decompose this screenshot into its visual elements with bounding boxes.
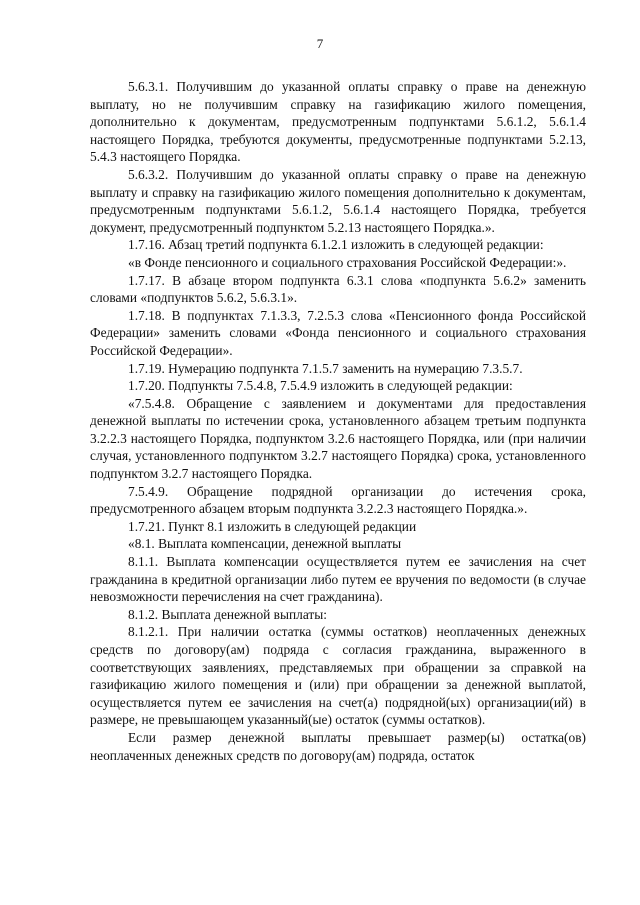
paragraph: Если размер денежной выплаты превышает размер(ы) остатка(ов) неоплаченных денежных средств по договору(ам) подряда, остаток bbox=[90, 729, 586, 763]
paragraph: 1.7.19. Нумерацию подпункта 7.1.5.7 заменить на нумерацию 7.3.5.7. bbox=[128, 360, 523, 376]
page-number: 7 bbox=[316, 36, 324, 51]
paragraph: 1.7.18. В подпунктах 7.1.3.3, 7.2.5.3 слова «Пенсионного фонда Российской Федерации» заменить словами «Фонда пенсионного и социального страхования Российской Федерации». bbox=[90, 307, 586, 358]
paragraph: 8.1.2. Выплата денежной выплаты: bbox=[128, 606, 327, 622]
paragraph: 5.6.3.2. Получившим до указанной оплаты справку о праве на денежную выплату и справку на газификацию жилого помещения дополнительно к документам, предусмотренным подпунктами 5.6.1.2, 5.6.1.4 настоящего Порядка, требуется документ, предусмотренный подпунктом 5.2.13 настоящего Порядка.». bbox=[90, 166, 586, 235]
paragraph: 1.7.16. Абзац третий подпункта 6.1.2.1 изложить в следующей редакции: bbox=[128, 237, 544, 253]
paragraph: 8.1.1. Выплата компенсации осуществляется путем ее зачисления на счет гражданина в кредитной организации либо путем ее вручения по ведомости (в случае невозможности перечисления на счет гражданина). bbox=[90, 554, 586, 605]
document-body bbox=[90, 78, 586, 764]
paragraph: 7.5.4.9. Обращение подрядной организации до истечения срока, предусмотренного абзацем вторым подпункта 3.2.2.3 настоящего Порядка.». bbox=[90, 483, 586, 517]
paragraph: 1.7.21. Пункт 8.1 изложить в следующей редакции bbox=[128, 518, 417, 534]
paragraph: 1.7.17. В абзаце втором подпункта 6.3.1 слова «подпункта 5.6.2» заменить словами «подпунктов 5.6.2, 5.6.3.1». bbox=[90, 272, 586, 306]
paragraph: 8.1.2.1. При наличии остатка (суммы остатков) неоплаченных денежных средств по договору(ам) подряда с согласия гражданина, выраженного в соответствующих заявлениях, представляемых при обращении за справкой на газификацию жилого помещения и (или) при обращении за денежной выплатой, осуществляется путем ее зачисления на счет(а) подрядной(ых) организации(ий) в размере, не превышающем указанный(ые) остаток (суммы остатков). bbox=[90, 624, 586, 728]
paragraph: 1.7.20. Подпункты 7.5.4.8, 7.5.4.9 изложить в следующей редакции: bbox=[128, 378, 513, 394]
paragraph: «7.5.4.8. Обращение с заявлением и документами для предоставления денежной выплаты по истечении срока, установленного абзацем третьим подпункта 3.2.2.3 настоящего Порядка, подпунктом 3.2.6 настоящего Порядка, или (при наличии случая, установленного подпунктом 3.2.7 настоящего Порядка) срока, установленного подпунктом 3.2.7 настоящего Порядка. bbox=[90, 395, 586, 482]
paragraph: «в Фонде пенсионного и социального страхования Российской Федерации:». bbox=[128, 254, 567, 270]
paragraph: 5.6.3.1. Получившим до указанной оплаты справку о праве на денежную выплату, но не получившим справку на газификацию жилого помещения, дополнительно к документам, предусмотренным подпунктами 5.6.1.2, 5.6.1.4 настоящего Порядка, требуются документы, предусмотренные подпунктами 5.2.13, 5.4.3 настоящего Порядка. bbox=[90, 79, 586, 165]
paragraph: «8.1. Выплата компенсации, денежной выплаты bbox=[128, 536, 402, 552]
